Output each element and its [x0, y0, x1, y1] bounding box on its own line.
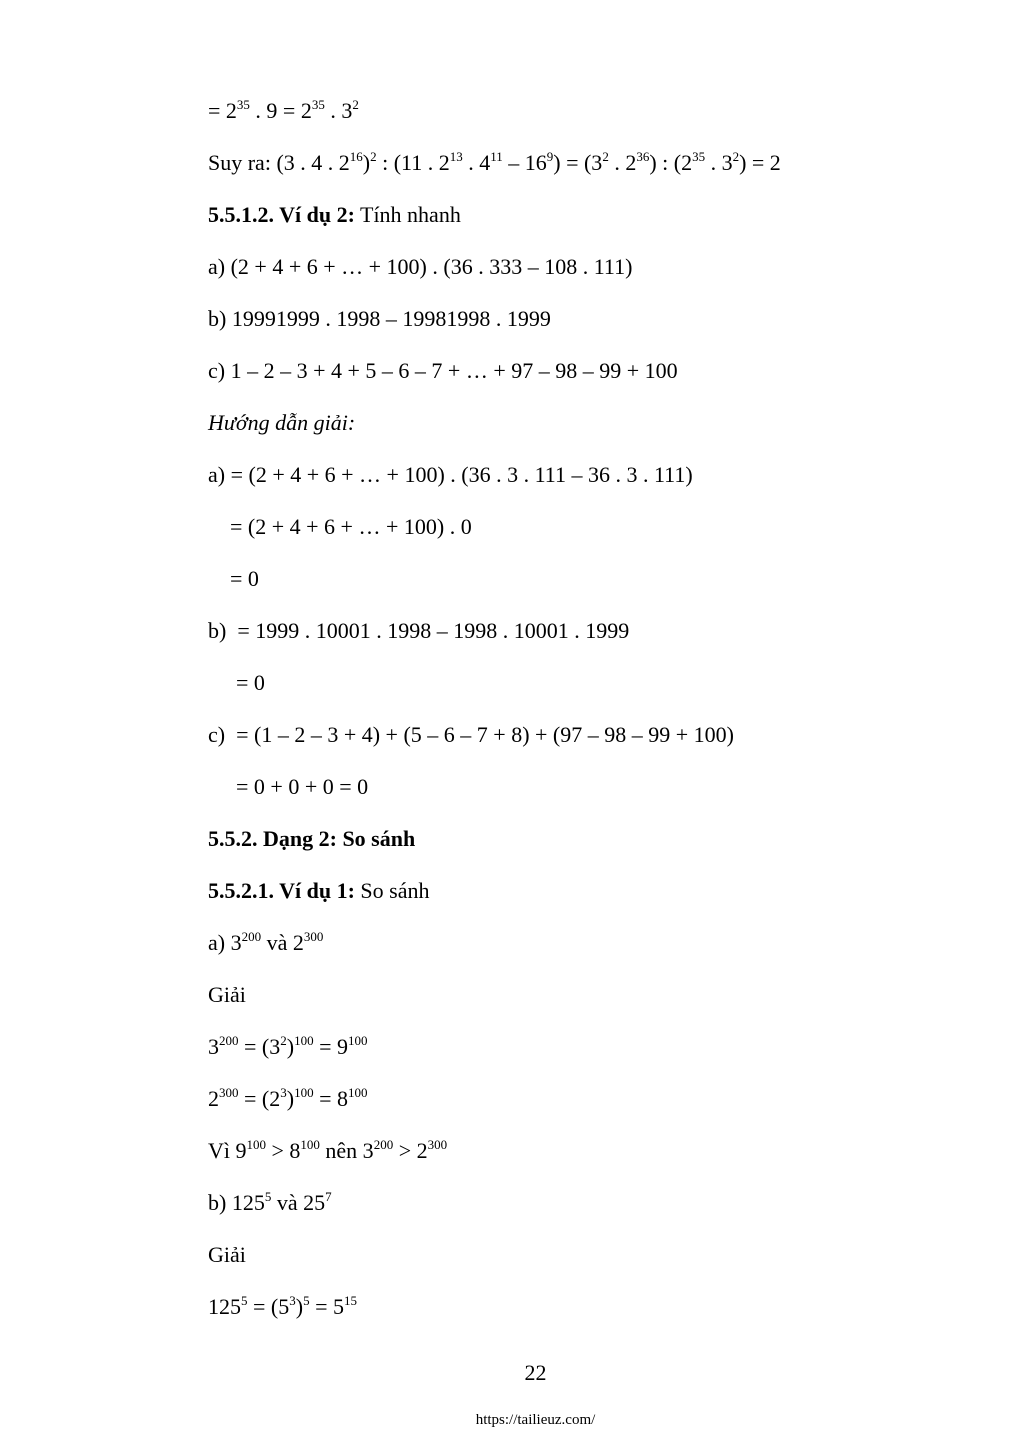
- solution-c-result: = 0 + 0 + 0 = 0: [236, 774, 369, 799]
- problem-b: b) 19991999 . 1998 – 19981998 . 1999: [208, 306, 551, 331]
- equation-line-1: = $2^{35}$ . $9 = 2^{35}$ . $3^2$: [208, 97, 359, 123]
- problem-c: c) 1 – 2 – 3 + 4 + 5 – 6 – 7 + … + 97 – 98 – 99 + 100: [208, 358, 678, 383]
- compare-problem-b: b) $125^5$ và $25^7$: [208, 1189, 332, 1215]
- solution-guide-heading: Hướng dẫn giải:: [208, 410, 356, 435]
- solution-a-result: = 0: [230, 566, 259, 591]
- conclusion-line: Suy ra: (3 . 4 . $2^{16})^2$ : (11 . $2^{13}$ . $4^{11} - 16^9) = (3^2$ . $2^{36}$) : ($2^{35}$ . $3^2) = 2$: [208, 149, 781, 175]
- compare-problem-a: a) $3^{200}$ và $2^{300}$: [208, 929, 324, 955]
- section-heading: 5.5.2. Dạng 2: So sánh: [208, 826, 416, 851]
- compare-a-conclusion: Vì $9^{100} > 8^{100}$ nên $3^{200} > 2^{300}$: [208, 1137, 448, 1163]
- page-number: 22: [524, 1360, 547, 1385]
- compare-b-step-1: $125^5 = (5^3)^5 = 5^{15}$: [208, 1293, 357, 1319]
- example-2-number: 5.5.1.2. Ví dụ 2:: [208, 202, 355, 227]
- example-1-number: 5.5.2.1. Ví dụ 1:: [208, 878, 355, 903]
- solution-a-step-2: = (2 + 4 + 6 + … + 100) . 0: [230, 514, 472, 539]
- compare-a-step-1: $3^{200} = (3^2)^{100} = 9^{100}$: [208, 1033, 368, 1059]
- solution-b-result: = 0: [236, 670, 265, 695]
- solution-b-step-1: b) = 1999 . 10001 . 1998 – 1998 . 10001 . 1999: [208, 618, 630, 643]
- footer-url[interactable]: https://tailieuz.com/: [475, 1412, 596, 1428]
- compare-a-step-2: $2^{300} = (2^3)^{100} = 8^{100}$: [208, 1085, 368, 1111]
- example-1-heading: 5.5.2.1. Ví dụ 1: So sánh: [208, 878, 430, 903]
- solution-c-step-1: c) = (1 – 2 – 3 + 4) + (5 – 6 – 7 + 8) + (97 – 98 – 99 + 100): [208, 722, 734, 747]
- solution-a-step-1: a) = (2 + 4 + 6 + … + 100) . (36 . 3 . 111 – 36 . 3 . 111): [208, 462, 693, 487]
- problem-a: a) (2 + 4 + 6 + … + 100) . (36 . 333 – 108 . 111): [208, 254, 633, 279]
- solution-label-a: Giải: [208, 982, 246, 1007]
- solution-label-b: Giải: [208, 1242, 246, 1267]
- example-2-heading: 5.5.1.2. Ví dụ 2: Tính nhanh: [208, 202, 461, 227]
